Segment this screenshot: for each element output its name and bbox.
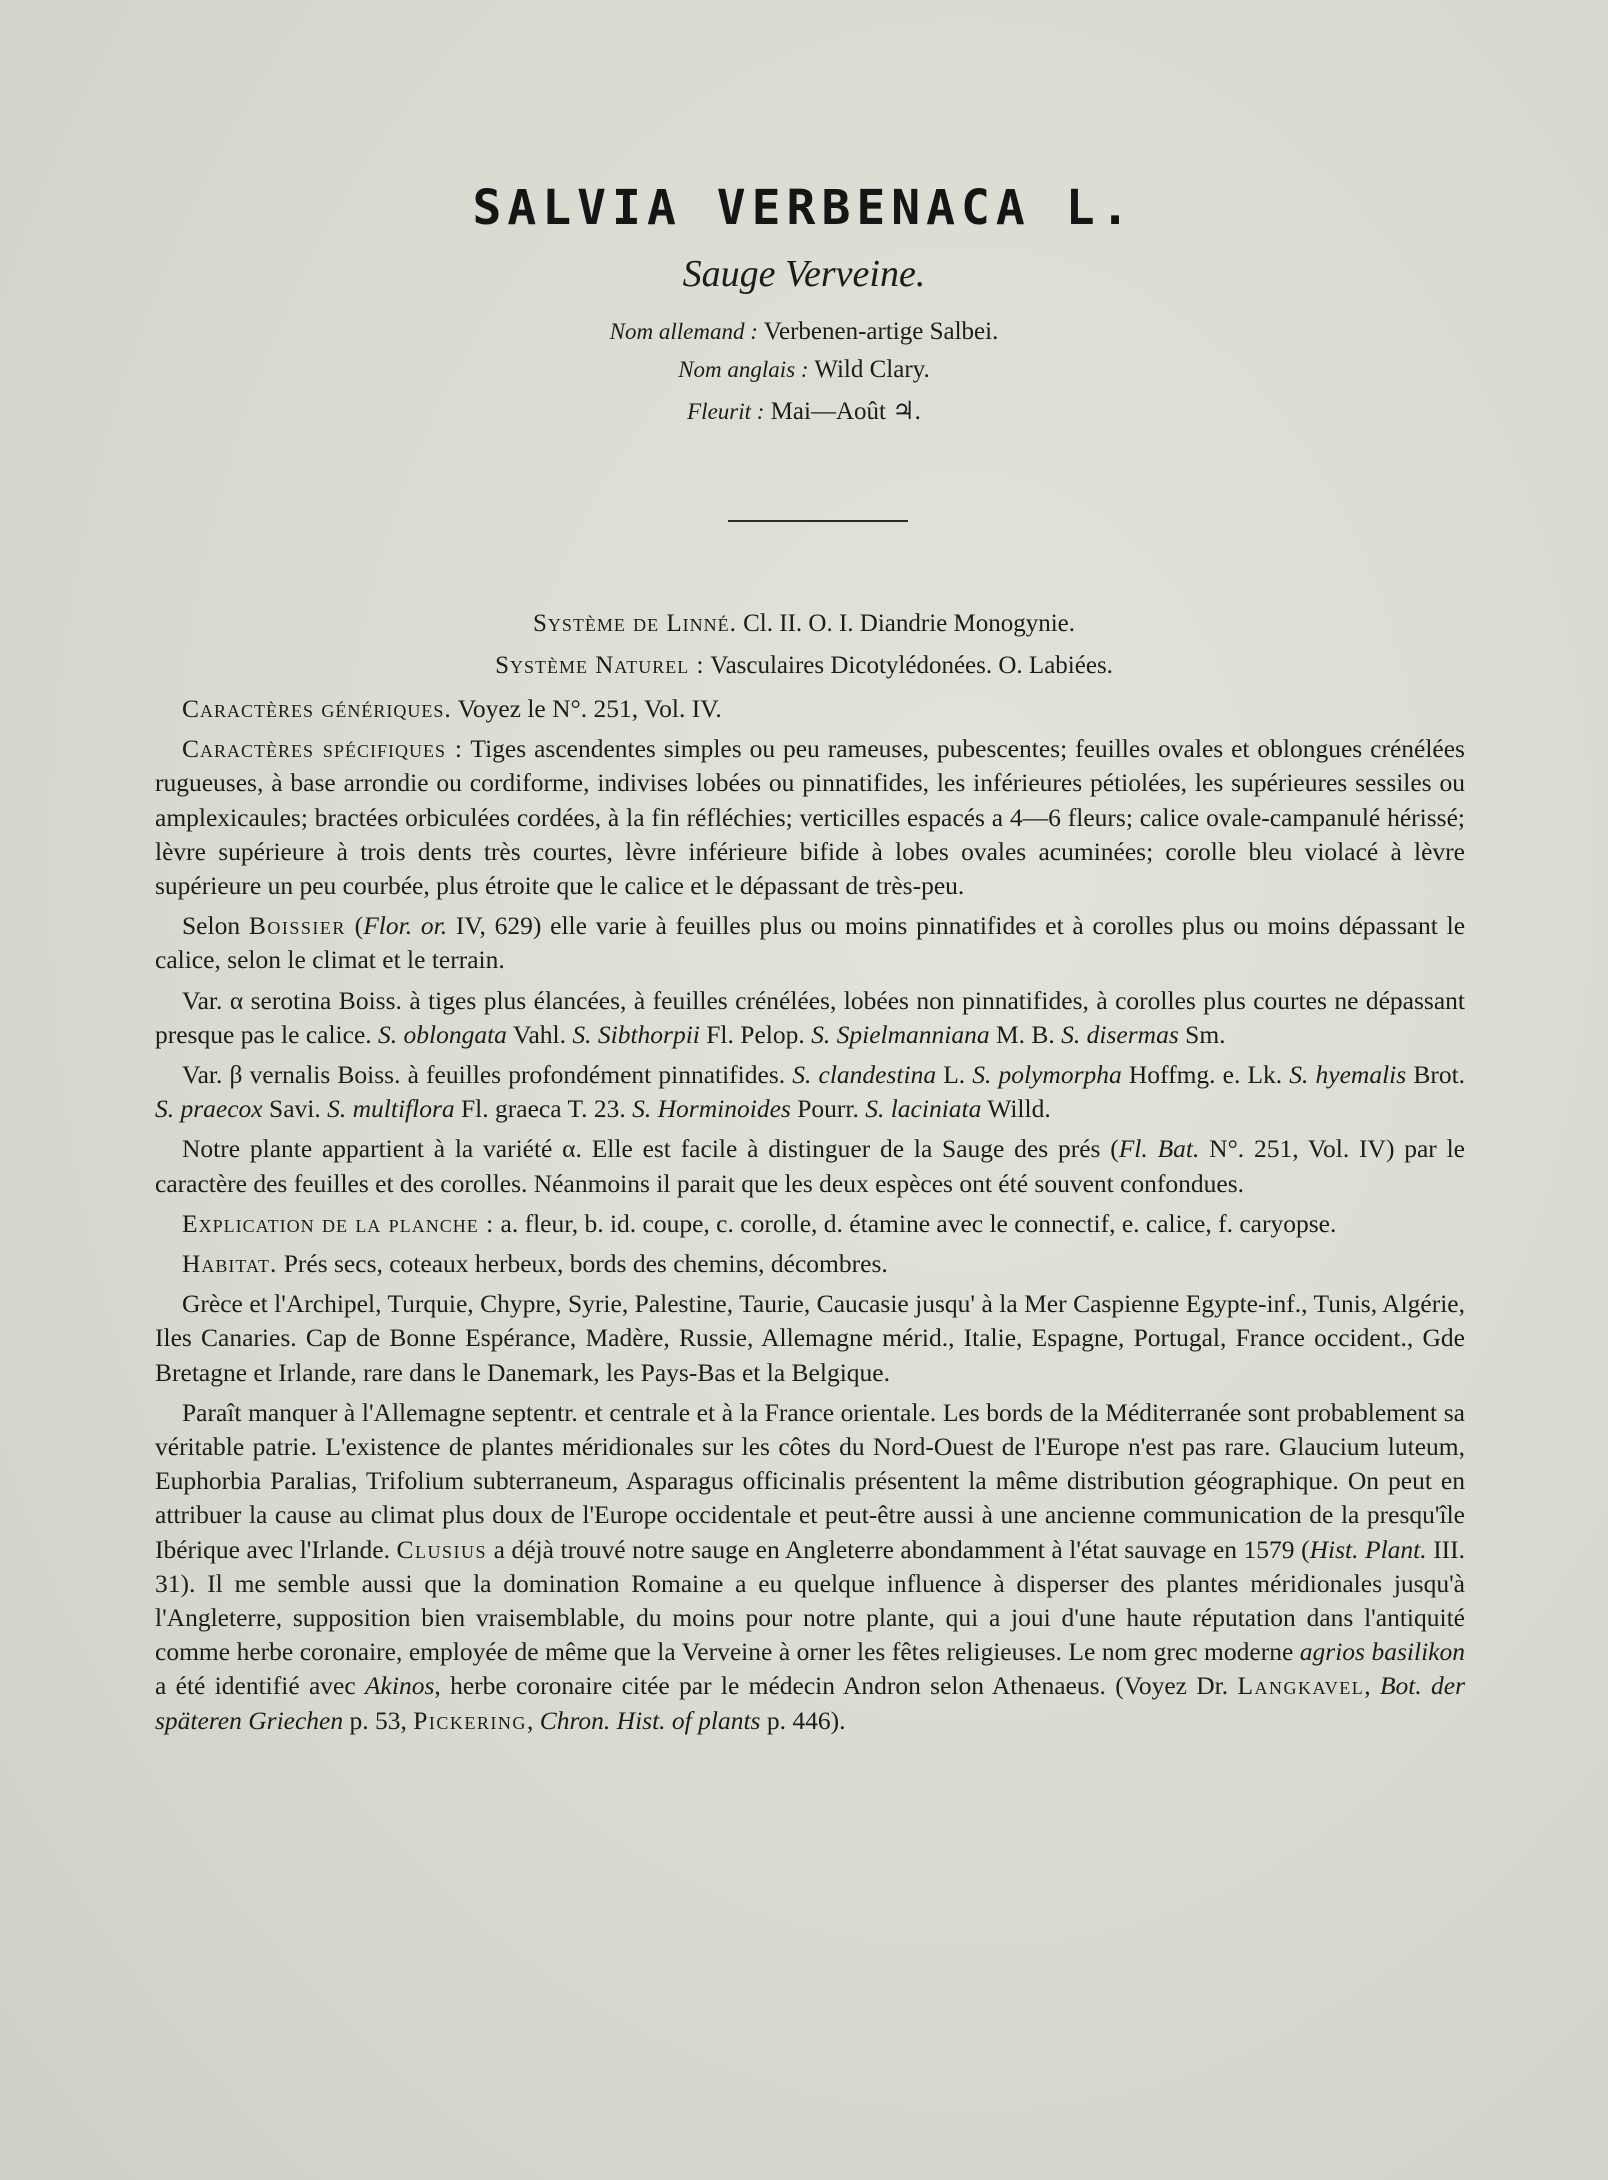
- german-name-label: Nom allemand :: [609, 319, 758, 344]
- distribution-paragraph: Grèce et l'Archipel, Turquie, Chypre, Syrie, Palestine, Taurie, Caucasie jusqu' à la Mer Caspienne Egypte-inf., Tunis, Algérie, Iles Canaries. Cap de Bonne Espérance, Madère, Russie, Allemagne mérid., Italie, Espagne, Portugal, France occident., Gde Bretagne et Irlande, rare dans le Danemark, les Pays-Bas et la Belgique.: [155, 1289, 1465, 1387]
- var-beta-author: Savi.: [269, 1094, 321, 1124]
- generic-characters-label: Caractères génériques.: [182, 694, 452, 723]
- var-alpha-author: Fl. Pelop.: [706, 1019, 805, 1049]
- german-name-value: Verbenen-artige Salbei.: [763, 318, 999, 345]
- history-text-e: , herbe coronaire citée par le médecin Andron selon Athenaeus. (Voyez Dr.: [434, 1671, 1229, 1701]
- history-text-g: p. 446).: [766, 1705, 846, 1735]
- variety-beta-paragraph: [155, 1058, 1465, 1126]
- flowering-label: Fleurit :: [687, 399, 765, 424]
- variety-alpha-paragraph: [155, 984, 1465, 1052]
- habitat-paragraph: [155, 1247, 1465, 1281]
- var-beta-author: Brot.: [1413, 1060, 1466, 1090]
- var-alpha-author: M. B.: [995, 1019, 1055, 1049]
- notre-text-b: N°. 251, Vol. IV) par le caractère des feuilles et des corolles. Néanmoins il parait que les deux espèces ont été souvent confondues.: [155, 1134, 1465, 1198]
- flowering-line: [0, 396, 1608, 426]
- generic-characters-paragraph: [155, 692, 1465, 726]
- var-beta-synonym: S. polymorpha: [972, 1060, 1122, 1090]
- history-reference: agrios basilikon: [1299, 1637, 1465, 1667]
- var-beta-synonym: S. laciniata: [865, 1094, 982, 1124]
- habitat-label: Habitat.: [182, 1249, 278, 1279]
- var-alpha-synonym: S. Sibthorpii: [572, 1019, 700, 1049]
- history-text-a: Paraît manquer à l'Allemagne septentr. et centrale et à la France orientale. Les bords de la Méditerranée sont probablement sa véritable patrie. L'existence de plantes méridionales sur les côtes du Nord-Ouest de l'Europe n'est pas rare. Glaucium luteum, Euphorbia Paralias, Trifolium subterraneum, Asparagus officinalis présentent la même distribution géographique. On peut en attribuer la cause au climat plus doux de l'Europe occidentale et peut-être aussi à une ancienne communication de la presqu'île Ibérique avec l'Irlande.: [155, 1397, 1465, 1564]
- var-alpha-text: Var. α serotina Boiss. à tiges plus élancées, à feuilles crénélées, lobées non pinnatifides, à corolles plus courtes ne dépassant presque pas le calice.: [155, 985, 1465, 1049]
- var-beta-synonym: S. Horminoides: [632, 1094, 791, 1124]
- history-paragraph: Paraît manquer à l'Allemagne septentr. et centrale et à la France orientale. Les bords de la Méditerranée sont probablement sa véritable patrie. L'existence de plantes méridionales sur les côtes du Nord-Ouest de l'Europe n'est pas rare. Glaucium luteum, Euphorbia Paralias, Trifolium subterraneum, Asparagus officinalis présentent la même distribution géographique. On peut en attribuer la cause au climat plus doux de l'Europe occidentale et peut-être aussi à une ancienne communication de la presqu'île Ibérique avec l'Irlande. Clusius a déjà trouvé notre sauge en Angleterre abondamment à l'état sauvage en 1579 (Hist. Plant. III. 31). Il me semble aussi que la domination Romaine a eu quelque influence à disperser des plantes méridionales jusqu'à l'Angleterre, supposition bien vraisemblable, du moins pour notre plante, qui a joui d'une haute réputation dans l'antiquité comme herbe coronaire, employée de même que la Verveine à orner les fêtes religieuses. Le nom grec moderne agrios basilikon a été identifié avec Akinos, herbe coronaire citée par le médecin Andron selon Athenaeus. (Voyez Dr. Langkavel, Bot. der späteren Griechen p. 53, Pickering, Chron. Hist. of plants p. 446).: [155, 1397, 1466, 1735]
- var-alpha-author: Sm.: [1185, 1019, 1226, 1049]
- var-alpha-synonym: S. disermas: [1061, 1019, 1179, 1049]
- var-beta-author: Hoffmg. e. Lk.: [1128, 1060, 1283, 1090]
- section-divider: [728, 520, 908, 522]
- linne-value: Cl. II. O. I. Diandrie Monogynie.: [743, 610, 1076, 637]
- explication-text: a. fleur, b. id. coupe, c. corolle, d. étamine avec le connectif, e. calice, f. caryopse.: [500, 1208, 1337, 1238]
- linne-system-line: [0, 610, 1608, 638]
- var-alpha-synonym: S. Spielmanniana: [811, 1019, 990, 1049]
- body-text: [155, 692, 1465, 1744]
- notre-text-a: Notre plante appartient à la variété α. Elle est facile à distinguer de la Sauge des prés (: [182, 1134, 1119, 1164]
- notre-reference: Fl. Bat.: [1118, 1134, 1200, 1164]
- naturel-value: Vasculaires Dicotylédonées. O. Labiées.: [710, 652, 1113, 679]
- habitat-text: Prés secs, coteaux herbeux, bords des chemins, décombres.: [283, 1249, 888, 1279]
- var-alpha-synonym: S. oblongata: [378, 1019, 507, 1049]
- english-name-value: Wild Clary.: [814, 356, 930, 383]
- natural-system-line: [0, 652, 1608, 680]
- history-reference: Akinos: [364, 1671, 435, 1701]
- german-name-line: [0, 318, 1608, 346]
- history-text-d: a été identifié avec: [155, 1671, 356, 1701]
- var-beta-synonym: S. clandestina: [792, 1060, 937, 1090]
- explication-paragraph: [155, 1207, 1465, 1241]
- boissier-reference: Flor. or.: [363, 911, 448, 941]
- notre-plante-paragraph: [155, 1132, 1465, 1200]
- boissier-text-a: Selon: [182, 911, 241, 941]
- history-reference: Bot. der späteren Griechen: [155, 1671, 1466, 1735]
- var-alpha-author: Vahl.: [512, 1019, 566, 1049]
- specific-characters-text: Tiges ascendentes simples ou peu rameuses, pubescentes; feuilles ovales et oblongues crénélées rugueuses, à base arrondie ou cordiforme, indivises lobées ou pinnatifides, les inférieures pétiolées, les supérieures sessiles ou amplexicaules; bractées orbiculées cordées, à la fin réfléchies; verticilles espacés a 4—6 fleurs; calice ovale-campanulé hérissé; lèvre supérieure à trois dents très courtes, lèvre inférieure bifide à lobes ovales acuminées; corolle bleu violacé à lèvre supérieure un peu courbée, plus étroite que le calice et le dépassant de très-peu.: [155, 734, 1465, 901]
- explication-label: Explication de la planche :: [182, 1208, 495, 1238]
- linne-label: Système de Linné.: [532, 610, 737, 637]
- var-beta-author: Willd.: [987, 1094, 1051, 1124]
- history-reference: Hist. Plant.: [1309, 1534, 1427, 1564]
- history-text-c: III. 31). Il me semble aussi que la domination Romaine a eu quelque influence à disperser des plantes méridionales jusqu'à l'Angleterre, supposition bien vraisemblable, du moins pour notre plante, qui a joui d'une haute réputation dans l'antiquité comme herbe coronaire, employée de même que la Verveine à orner les fêtes religieuses. Le nom grec moderne: [155, 1534, 1466, 1667]
- var-beta-text: Var. β vernalis Boiss. à feuilles profondément pinnatifides.: [182, 1060, 786, 1090]
- history-text-f: p. 53,: [349, 1705, 407, 1735]
- english-name-label: Nom anglais :: [678, 357, 809, 382]
- pickering-name: Pickering: [413, 1705, 527, 1735]
- history-reference: Chron. Hist. of plants: [539, 1705, 761, 1735]
- var-beta-author: L.: [943, 1060, 966, 1090]
- specific-characters-label: Caractères spécifiques :: [182, 734, 463, 764]
- var-beta-synonym: S. praecox: [155, 1094, 263, 1124]
- boissier-text-b: IV, 629) elle varie à feuilles plus ou moins pinnatifides et à corolles plus ou moins dépassant le calice, selon le climat et le terrain.: [155, 911, 1466, 975]
- boissier-paragraph: Selon Boissier (Flor. or. IV, 629) elle varie à feuilles plus ou moins pinnatifides et à corolles plus ou moins dépassant le calice, selon le climat et le terrain.: [155, 911, 1466, 975]
- flowering-value: Mai—Août ♃.: [770, 398, 921, 425]
- langkavel-name: Langkavel: [1237, 1671, 1365, 1701]
- page-title: SALVIA VERBENACA L.: [472, 180, 1136, 236]
- var-beta-author: Pourr.: [797, 1094, 859, 1124]
- english-name-line: [0, 356, 1608, 384]
- clusius-name: Clusius: [396, 1534, 488, 1564]
- var-beta-author: Fl. graeca T. 23.: [461, 1094, 626, 1124]
- generic-characters-text: Voyez le N°. 251, Vol. IV.: [457, 694, 722, 723]
- var-beta-synonym: S. multiflora: [327, 1094, 455, 1124]
- naturel-label: Système Naturel :: [495, 652, 705, 679]
- page-subtitle: Sauge Verveine.: [682, 253, 926, 295]
- var-beta-synonym: S. hyemalis: [1289, 1060, 1407, 1090]
- history-text-b: a déjà trouvé notre sauge en Angleterre abondamment à l'état sauvage en 1579 (: [493, 1534, 1310, 1564]
- specific-characters-paragraph: [155, 732, 1465, 903]
- boissier-name: Boissier: [248, 911, 346, 941]
